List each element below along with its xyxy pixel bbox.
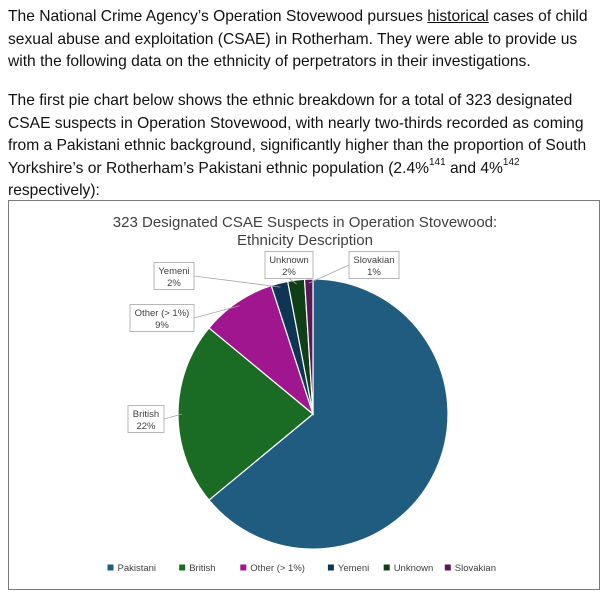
data-label-other-1 (130, 305, 194, 332)
legend-swatch (108, 565, 114, 571)
legend-item-slovakian (445, 563, 496, 574)
intro-text-start: The National Crime Agency’s Operation Stovewood pursues (8, 8, 428, 25)
legend-swatch (179, 565, 185, 571)
legend-swatch (328, 565, 334, 571)
legend-label: Other (> 1%) (250, 563, 305, 574)
data-label-name: Yemeni (158, 266, 190, 277)
data-label-british (128, 406, 164, 433)
data-label-value: 2% (167, 278, 181, 289)
description-text-end: respectively): (8, 182, 100, 199)
footnote-ref-141[interactable]: 141 (428, 157, 446, 169)
legend-swatch (240, 565, 246, 571)
data-label-unknown (265, 252, 313, 279)
legend-label: British (189, 563, 216, 574)
chart-description-paragraph (8, 90, 604, 203)
legend-swatch (384, 565, 390, 571)
legend-label: Yemeni (337, 563, 370, 574)
chart-title-line-2: Ethnicity Description (237, 232, 373, 249)
intro-text-end: cases of child sexual abuse and exploitation (CSAE) in Rotherham. They were able to provide us with the following data on the ethnicity of perpetrators in their investigations. (8, 8, 588, 70)
data-label-value: 9% (155, 320, 169, 331)
legend-label: Pakistani (117, 563, 157, 574)
data-label-value: 1% (367, 267, 381, 278)
footnote-ref-142[interactable]: 142 (502, 157, 520, 169)
data-label-slovakian (349, 252, 399, 279)
legend-swatch (445, 565, 451, 571)
data-label-name: British (132, 409, 160, 420)
legend-item-pakistani (108, 563, 157, 574)
legend-item-yemeni (328, 563, 369, 574)
data-label-name: Slovakian (353, 255, 395, 266)
legend-label: Unknown (393, 563, 434, 574)
data-label-value: 2% (282, 267, 296, 278)
legend-item-unknown (384, 563, 434, 574)
legend-item-other-1 (240, 563, 305, 574)
data-label-name: Other (> 1%) (134, 308, 190, 319)
legend-item-british (179, 563, 215, 574)
legend-label: Slovakian (454, 563, 497, 574)
intro-paragraph (8, 6, 604, 74)
historical-link[interactable]: historical (427, 8, 489, 25)
data-label-yemeni (154, 263, 194, 290)
description-text-start: The first pie chart below shows the ethnic breakdown for a total of 323 designated CSAE suspects in Operation Stovewood, with nearly two-thirds recorded as coming from a Pakistani ethnic background, significantly higher than the proportion of South Yorkshire’s or Rotherham’s Pakistani ethnic population (2.4% (8, 92, 587, 177)
pie-chart (9, 201, 601, 591)
pie-chart-frame (8, 200, 600, 590)
chart-title-line-1: 323 Designated CSAE Suspects in Operation Stovewood: (112, 214, 498, 231)
data-label-value: 22% (136, 421, 156, 432)
data-label-name: Unknown (269, 255, 309, 266)
description-text-middle: and 4% (445, 159, 503, 177)
